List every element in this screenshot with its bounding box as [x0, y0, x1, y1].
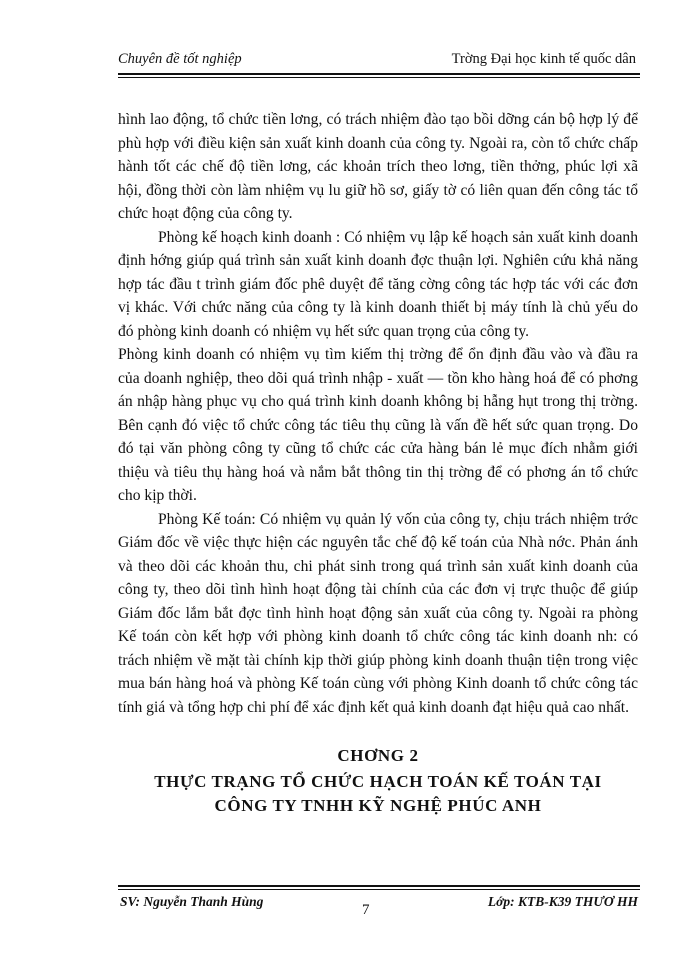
paragraph-planning-dept: Phòng kế hoạch kinh doanh : Có nhiệm vụ lập kế hoạch sản xuất kinh doanh định hớng giúp quá trình sản xuất kinh doanh đợc thuận lợi. Nghiên cứu khả năng hợp tác đầu t trình giám đốc phê duyệt để tăng cờng công tác hợp tác với các đơn vị khác. Với chức năng của công ty là kinh doanh thiết bị máy tính là chủ yếu do đó phòng kinh doanh có nhiệm vụ hết sức quan trọng của công ty.: [118, 228, 638, 340]
header-rule-thin: [118, 77, 640, 78]
header-left-text: Chuyên đề tốt nghiệp: [118, 51, 242, 67]
footer-rule-thin: [118, 889, 640, 890]
header-rule-thick: [118, 73, 640, 75]
footer-student-name: SV: Nguyễn Thanh Hùng: [120, 894, 264, 909]
page-header: [118, 48, 638, 70]
paragraph-accounting-dept: Phòng Kế toán: Có nhiệm vụ quản lý vốn của công ty, chịu trách nhiệm trớc Giám đốc về việc thực hiện các nguyên tắc chế độ kế toán của Nhà nớc. Phản ánh và theo dõi các khoản thu, chi phát sinh trong quá trình sản xuất kinh doanh của công ty, theo dõi tình hình hoạt động tài chính của các đơn vị trực thuộc để giúp Giám đốc lắm bắt đợc tình hình hoạt động sản xuất của công ty. Ngoài ra phòng Kế toán còn kết hợp với phòng kinh doanh tổ chức công tác kinh doanh nh: có trách nhiệm về mặt tài chính kịp thời giúp phòng kinh doanh thuận tiện trong việc mua bán hàng hoá và phòng Kế toán cùng với phòng Kinh doanh tổ chức công tác tính giá và tổng hợp chi phí để xác định kết quả kinh doanh đạt hiệu quả cao nhất.: [118, 510, 638, 716]
chapter-number: CHƠNG 2: [337, 746, 419, 765]
chapter-title-line-2: CÔNG TY TNHH KỸ NGHỆ PHÚC ANH: [214, 796, 542, 815]
paragraph-sales-dept: Phòng kinh doanh có nhiệm vụ tìm kiếm thị trờng để ổn định đầu vào và đầu ra của doanh nghiệp, theo dõi quá trình nhập - xuất — tồn kho hàng hoá để có phơng án nhập hàng phục vụ cho quá trình kinh doanh không bị hẫng hụt trong thị trờng. Bên cạnh đó việc tổ chức công tác tiêu thụ cũng là vấn đề hết sức quan trọng. Do đó tại văn phòng công ty cũng tổ chức các cửa hàng bán lẻ mục đích nhằm giới thiệu và tiêu thụ hàng hoá và nắm bắt thông tin thị trờng để có phơng án tổ chức cho kịp thời.: [118, 346, 638, 504]
body-text: [118, 108, 638, 719]
chapter-heading: [118, 744, 638, 818]
paragraph-hr-continuation: hình lao động, tổ chức tiền lơng, có trách nhiệm đào tạo bồi dỡng cán bộ hợp lý để phù hợp với điều kiện sản xuất kinh doanh của công ty. Ngoài ra, còn tổ chức chấp hành tốt các chế độ tiền lơng, các khoản trích theo lơng, tiền thởng, phúc lợi xã hội, đồng thời còn làm nhiệm vụ lu giữ hồ sơ, giấy tờ có liên quan đến công tác tổ chức hoạt động của công ty.: [118, 111, 638, 222]
footer-rule-thick: [118, 885, 640, 887]
page-number: 7: [362, 902, 370, 918]
header-right-text: Trờng Đại học kinh tế quốc dân: [451, 51, 636, 67]
footer-class: Lớp: KTB-K39 THƯƠ HH: [487, 894, 638, 909]
chapter-title-line-1: THỰC TRẠNG TỔ CHỨC HẠCH TOÁN KẾ TOÁN TẠI: [154, 772, 602, 791]
